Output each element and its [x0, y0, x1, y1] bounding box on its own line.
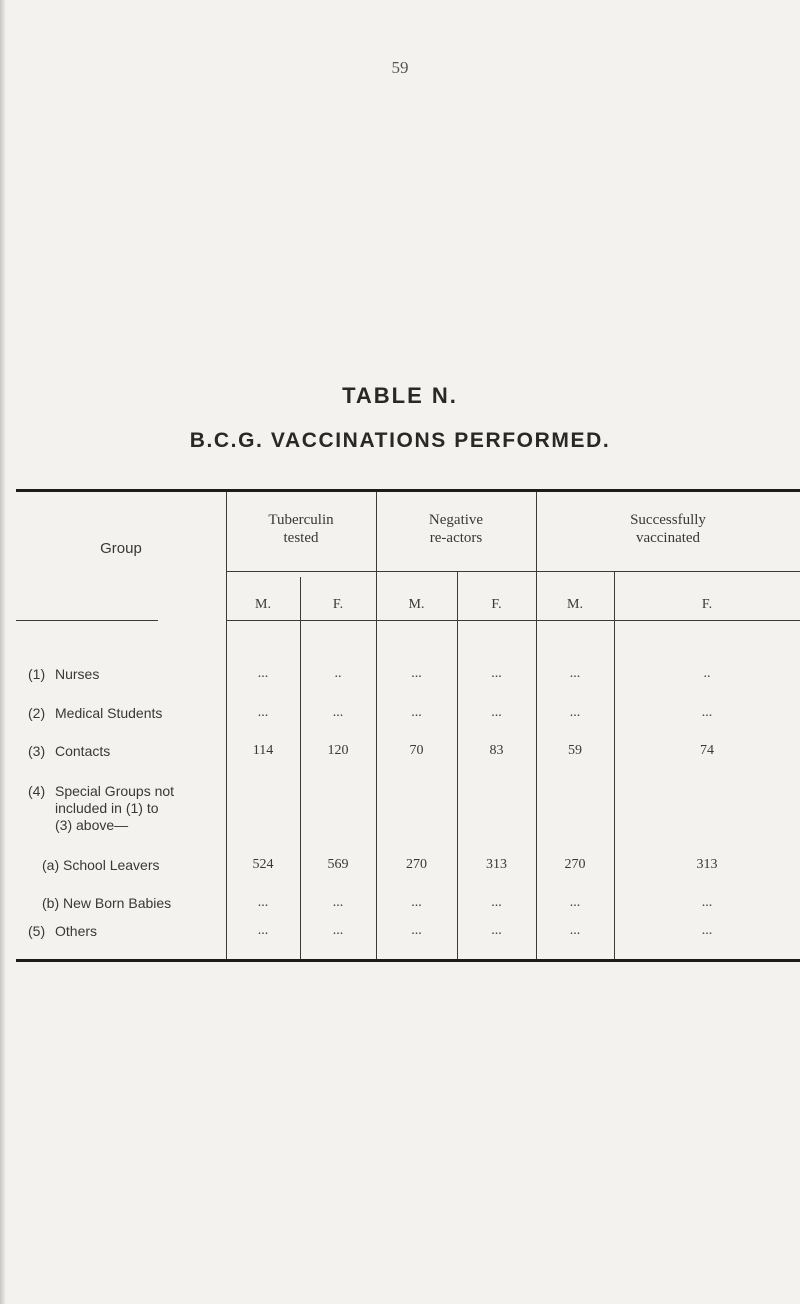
nurses-negative-f: ...: [491, 666, 502, 681]
successful-male-header: M.: [567, 597, 583, 612]
tuberculin-tested-header-line-1: Tuberculin: [268, 512, 334, 528]
negative-male-header: M.: [408, 597, 425, 612]
negative-reactors-header-line-1: Negative: [428, 512, 484, 528]
row-label-school-leavers: (a) School Leavers: [42, 857, 160, 873]
new-born-babies-negative-m: ...: [411, 895, 422, 910]
tuberculin-tested-header: [226, 511, 376, 547]
others-negative-f: ...: [491, 923, 502, 938]
row-label-contacts: (3) Contacts: [28, 743, 111, 759]
contacts-tuberculin-m: 114: [252, 743, 274, 758]
table-bottom-rule: [16, 959, 800, 962]
col-divider-negative: [376, 492, 377, 959]
new-born-babies-successful-m: ...: [569, 895, 581, 910]
others-successful-f: ...: [701, 923, 713, 938]
medical-students-tuberculin-m: ...: [257, 705, 269, 720]
nurses-negative-m: ...: [411, 666, 422, 681]
row-label-new-born-babies: (b) New Born Babies: [42, 895, 172, 911]
header-sub-rule: [226, 571, 800, 572]
scan-edge-shadow: [0, 0, 6, 1304]
new-born-babies-negative-f: ...: [491, 895, 502, 910]
nurses-tuberculin-f: ..: [334, 666, 342, 681]
school-leavers-tuberculin-m: 524: [252, 857, 274, 872]
medical-students-negative-f: ...: [491, 705, 502, 720]
school-leavers-successful-m: 270: [564, 857, 586, 872]
school-leavers-successful-f: 313: [696, 857, 718, 872]
negative-reactors-header-line-2: re-actors: [429, 530, 483, 546]
negative-reactors-header: [376, 511, 536, 547]
row-label-nurses: (1) Nurses: [28, 666, 100, 682]
header-bottom-rule-left: [16, 620, 158, 621]
tuberculin-tested-header-line-2: tested: [283, 530, 319, 546]
others-tuberculin-f: ...: [332, 923, 344, 938]
table-title: TABLE N.: [342, 383, 458, 408]
school-leavers-tuberculin-f: 569: [327, 857, 349, 872]
successful-female-header: F.: [701, 597, 713, 612]
contacts-negative-m: 70: [409, 743, 424, 758]
successfully-vaccinated-header-line-2: vaccinated: [635, 530, 701, 546]
medical-students-negative-m: ...: [411, 705, 422, 720]
row-label-special-groups-line-2: included in (1) to: [55, 800, 159, 816]
col-divider-group: [226, 492, 227, 959]
header-bottom-rule-right: [226, 620, 800, 621]
contacts-negative-f: 83: [489, 743, 504, 758]
col-divider-successful: [536, 492, 537, 959]
medical-students-successful-f: ...: [701, 705, 713, 720]
others-successful-m: ...: [569, 923, 581, 938]
school-leavers-negative-f: 313: [486, 857, 507, 872]
new-born-babies-successful-f: ...: [701, 895, 713, 910]
tuberculin-male-header: M.: [255, 597, 271, 612]
contacts-successful-m: 59: [568, 743, 582, 758]
table-subtitle: B.C.G. VACCINATIONS PERFORMED.: [189, 429, 611, 452]
row-label-medical-students: (2) Medical Students: [28, 705, 163, 721]
school-leavers-negative-m: 270: [406, 857, 427, 872]
medical-students-tuberculin-f: ...: [332, 705, 344, 720]
new-born-babies-tuberculin-m: ...: [257, 895, 269, 910]
nurses-successful-f: ..: [703, 666, 711, 681]
medical-students-successful-m: ...: [569, 705, 581, 720]
nurses-successful-m: ...: [569, 666, 581, 681]
contacts-tuberculin-f: 120: [327, 743, 349, 758]
others-tuberculin-m: ...: [257, 923, 269, 938]
others-negative-m: ...: [411, 923, 422, 938]
page-number: 59: [391, 58, 409, 77]
row-label-special-groups-line-3: (3) above—: [55, 817, 129, 833]
tuberculin-female-header: F.: [332, 597, 344, 612]
row-label-others: (5) Others: [28, 923, 98, 939]
successfully-vaccinated-header-line-1: Successfully: [630, 512, 706, 528]
nurses-tuberculin-m: ...: [257, 666, 269, 681]
table-top-rule: [16, 489, 800, 492]
new-born-babies-tuberculin-f: ...: [332, 895, 344, 910]
contacts-successful-f: 74: [700, 743, 714, 758]
group-column-header: Group: [100, 540, 142, 557]
negative-female-header: F.: [491, 597, 502, 612]
successfully-vaccinated-header: [536, 511, 800, 547]
row-label-special-groups: (4) Special Groups not: [28, 783, 175, 799]
